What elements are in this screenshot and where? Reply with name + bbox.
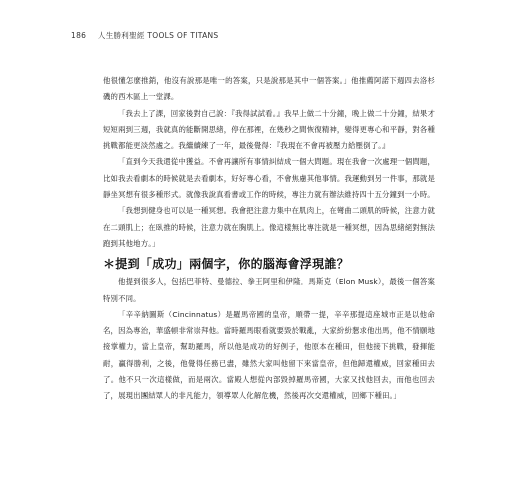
paragraph: 他提到很多人，包括巴菲特、曼德拉、拳王阿里和伊隆．馬斯克（Elon Musk），最後一個答案特別不同。 — [103, 277, 435, 303]
paragraph: 「辛辛納圖斯（Cincinnatus）是羅馬帝國的皇帝，順帶一提，辛辛那提這座城市正是以他命名，因為專治，華盛頓非常崇拜他。當時羅馬眼看就要毀於戰亂，大家紛紛懇求他出馬，他不情願地接掌權力，當上皇帝，幫助羅馬，所以他是成功的好例子，他原本在種田，但他接下挑戰，發揮能耐，贏得勝利，之後，他覺得任務已盡，雖然大家叫他留下來當皇帝，但他歸還權威，回家種田去了。他不只一次這樣做，而是兩次。當殿人想從內部毀掉羅馬帝國，大家又找他回去，而他也回去了，展現出團結眾人的非凡能力，領導眾人化解危機，然後再次交還權威，回鄉下種田。」 — [103, 309, 435, 401]
paragraph: 他很懂怎麼推銷，他沒有說那是唯一的答案，只是說那是其中一個答案。」他推薦阿諾下週四去洛杉磯的西木區上一堂課。 — [103, 76, 435, 102]
book-title: 人生勝利聖經 TOOLS OF TITANS — [97, 31, 219, 40]
page-number: 186 — [71, 31, 87, 40]
paragraph: 「我去上了課，回家後對自己說：『我得試試看。』我早上做二十分鐘，晚上做二十分鐘，結果才短短兩到三週，我就真的能斷開思緒，停在那裡，在幾秒之間恢復精神，變得更專心和平靜，對各種挑戰都能更淡然處之。我繼續練了一年，最後覺得：『我現在不會再被壓力給壓倒了。』 — [103, 108, 435, 151]
paragraph: 「我想到健身也可以是一種冥想。我會把注意力集中在肌肉上，在彎曲二頭肌的時候，注意力就在二頭肌上；在臥推的時候，注意力就在胸肌上。像這樣無比專注就是一種冥想，因為思緒絕對無法跑到其他地方。」 — [103, 206, 435, 248]
paragraph: 「直到今天我還從中獲益。不會再讓所有事情糾結成一個大問題。現在我會一次處理一個問題，比如我去看劇本的時候就是去看劇本，好好專心看，不會焦慮其他事情。我運動到另一件事，那就是靜坐冥想有很多種形式。就像我說真看書或工作的時候，專注力就有辦法維持四十五分鐘到一小時。 — [103, 157, 435, 200]
running-head — [71, 30, 219, 41]
page-body — [103, 73, 435, 405]
section-heading: ＊提到「成功」兩個字，你的腦海會浮現誰？ — [103, 257, 350, 272]
